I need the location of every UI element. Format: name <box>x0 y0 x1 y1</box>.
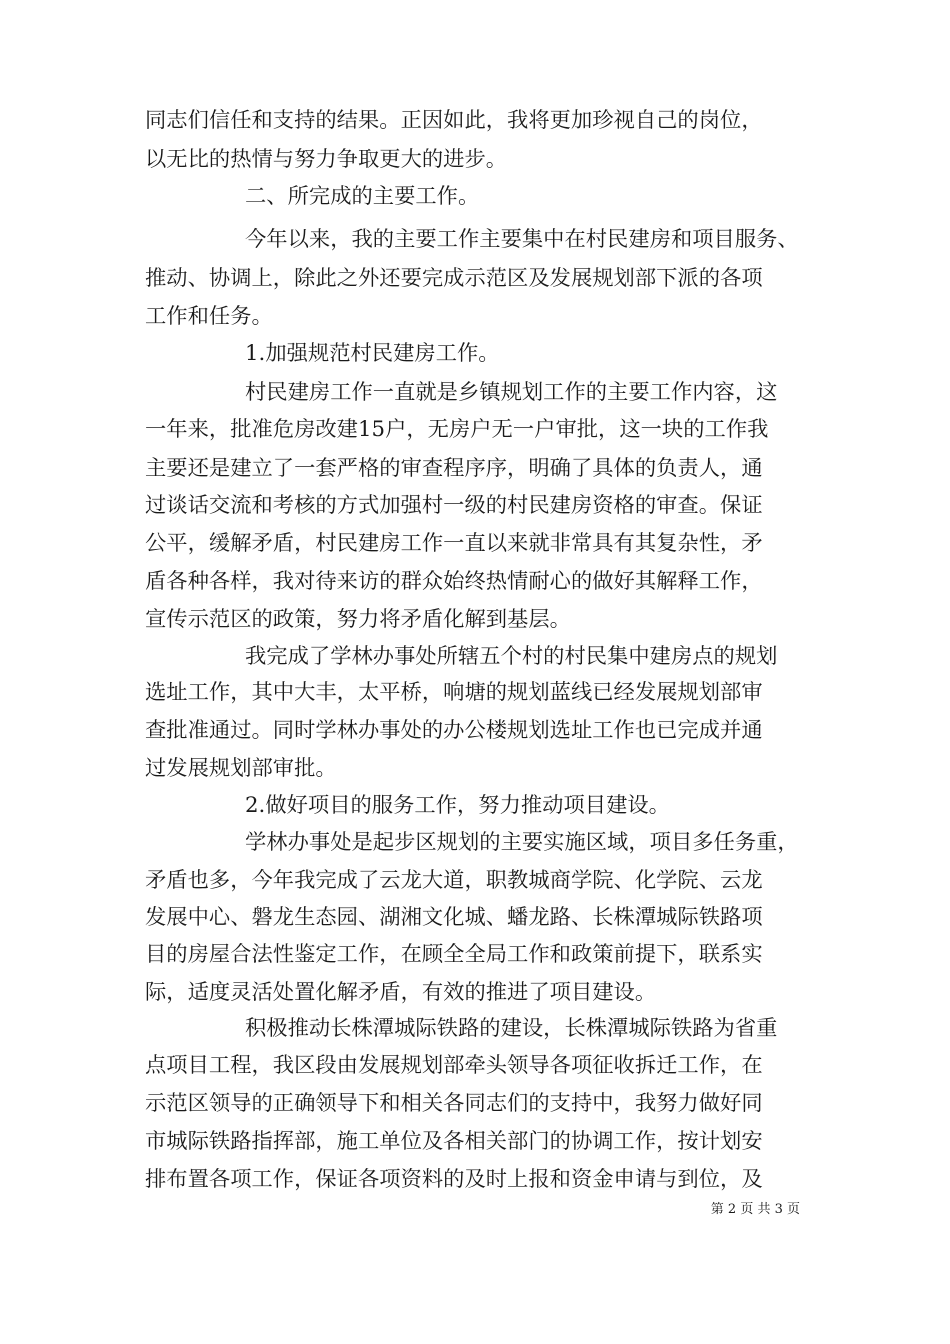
text-line: 示范区领导的正确领导下和相关各同志们的支持中，我努力做好同 <box>145 1091 763 1116</box>
text-line: 选址工作，其中大丰，太平桥，响塘的规划蓝线已经发展规划部审 <box>145 680 763 705</box>
text-line: 村民建房工作一直就是乡镇规划工作的主要工作内容，这 <box>245 380 778 405</box>
text-line: 我完成了学林办事处所辖五个村的村民集中建房点的规划 <box>245 644 778 669</box>
text-line: 过发展规划部审批。 <box>145 756 337 781</box>
text-line: 一年来，批准危房改建15户，无房户无一户审批，这一块的工作我 <box>145 417 769 442</box>
text-line: 今年以来，我的主要工作主要集中在村民建房和项目服务、 <box>245 227 799 252</box>
text-line: 同志们信任和支持的结果。正因如此，我将更加珍视自己的岗位， <box>145 108 763 133</box>
text-line: 目的房屋合法性鉴定工作，在顾全全局工作和政策前提下，联系实 <box>145 942 763 967</box>
text-line: 1.加强规范村民建房工作。 <box>245 341 500 366</box>
text-line: 查批准通过。同时学林办事处的办公楼规划选址工作也已完成并通 <box>145 718 763 743</box>
text-line: 主要还是建立了一套严格的审查程序序，明确了具体的负责人，通 <box>145 456 763 481</box>
text-line: 公平，缓解矛盾，村民建房工作一直以来就非常具有其复杂性，矛 <box>145 531 763 556</box>
text-line: 矛盾也多，今年我完成了云龙大道，职教城商学院、化学院、云龙 <box>145 868 763 893</box>
text-line: 推动、协调上，除此之外还要完成示范区及发展规划部下派的各项 <box>145 266 763 291</box>
text-line: 市城际铁路指挥部，施工单位及各相关部门的协调工作，按计划安 <box>145 1129 763 1154</box>
page-footer: 第 2 页 共 3 页 <box>710 1202 800 1217</box>
text-line: 工作和任务。 <box>145 304 273 329</box>
text-line: 盾各种各样，我对待来访的群众始终热情耐心的做好其解释工作， <box>145 569 763 594</box>
text-line: 二、所完成的主要工作。 <box>245 184 480 209</box>
text-line: 点项目工程，我区段由发展规划部牵头领导各项征收拆迁工作，在 <box>145 1053 763 1078</box>
text-line: 宣传示范区的政策，努力将矛盾化解到基层。 <box>145 607 571 632</box>
text-line: 2.做好项目的服务工作，努力推动项目建设。 <box>245 793 670 818</box>
text-line: 过谈话交流和考核的方式加强村一级的村民建房资格的审查。保证 <box>145 493 763 518</box>
text-line: 际，适度灵活处置化解矛盾，有效的推进了项目建设。 <box>145 980 657 1005</box>
text-line: 以无比的热情与努力争取更大的进步。 <box>145 147 508 172</box>
text-line: 学林办事处是起步区规划的主要实施区域，项目多任务重， <box>245 830 799 855</box>
text-line: 积极推动长株潭城际铁路的建设，长株潭城际铁路为省重 <box>245 1016 778 1041</box>
text-line: 排布置各项工作，保证各项资料的及时上报和资金申请与到位，及 <box>145 1167 763 1192</box>
text-line: 发展中心、磐龙生态园、湖湘文化城、蟠龙路、长株潭城际铁路项 <box>145 905 763 930</box>
